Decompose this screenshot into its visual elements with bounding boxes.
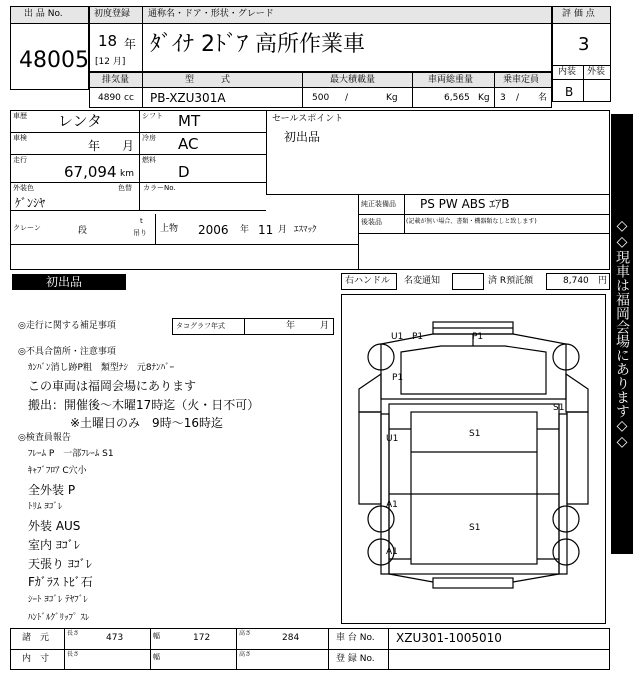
defect-line-2: この車両は福岡会場にあります	[28, 379, 197, 393]
rhd-label: 右ハンドル	[345, 276, 391, 286]
model-label: 通称名・ドア・形状・グレード	[148, 9, 274, 19]
inspector-line-3: 全外装 P	[28, 483, 76, 497]
tachograph-label: タコグラフ年式	[176, 322, 225, 330]
length-value: 473	[106, 633, 124, 643]
mark-s1-center: S1	[469, 429, 481, 439]
capacity-slash: /	[516, 93, 520, 103]
defect-line-3: 搬出：開催後～木曜17時迄（火・日不可）	[28, 398, 260, 412]
mark-a1-bottom: A1	[386, 547, 398, 557]
name-change-label: 名変通知	[404, 276, 441, 286]
inspector-line-1: ﾌﾚｰﾑ P 一部ﾌﾚｰﾑ S1	[28, 449, 114, 459]
inspector-line-7: 天張り ﾖｺﾞﾚ	[28, 557, 92, 571]
dimensions-label: 諸 元	[22, 633, 50, 643]
inspection-label: 車検	[13, 134, 27, 142]
mileage-unit: km	[120, 169, 134, 179]
capacity-label: 乗車定員	[503, 75, 540, 85]
shift-value: MT	[178, 112, 201, 130]
model-code: PB-XZU301A	[150, 91, 226, 105]
defect-line-1: ｶﾝﾊﾞﾝ消し跡P粗 類型ﾅｼ 元8ﾅﾝﾊﾞｰ	[28, 363, 175, 373]
inspector-line-2: ｷｬﾌﾞﾌﾛｱ C穴小	[28, 466, 87, 476]
body-month-unit: 月	[278, 225, 288, 235]
lot-number: 48005	[19, 48, 89, 73]
inspection-month-unit: 月	[122, 139, 135, 153]
side-notice-text: ◇◇現車は福岡会場にあります◇◇	[614, 218, 630, 450]
capacity-value: 3	[500, 93, 506, 103]
width-label: 幅	[153, 632, 160, 640]
first-listing-text: 初出品	[46, 275, 83, 289]
mileage-value: 67,094	[64, 163, 117, 181]
mark-p1-top: P1	[412, 332, 424, 342]
max-load-unit: Kg	[386, 93, 398, 103]
max-load-slash: /	[345, 93, 349, 103]
inner-dimensions-label: 内 寸	[22, 654, 50, 664]
interior-label: 内装	[558, 67, 577, 77]
inspector-line-8: Fｶﾞﾗｽ ﾄﾋﾞ石	[28, 575, 93, 589]
crane-lift-unit: 吊り	[133, 229, 147, 237]
interior-score: B	[565, 85, 574, 99]
name-change-box	[452, 273, 484, 290]
mark-u1-mid: U1	[386, 434, 399, 444]
mileage-label: 走行	[13, 156, 27, 164]
width-value: 172	[193, 633, 211, 643]
inspector-title: ◎検査員報告	[18, 433, 71, 443]
inspector-line-5: 外装 AUS	[28, 519, 81, 533]
gross-weight-unit: Kg	[478, 93, 490, 103]
body-month: 11	[258, 223, 274, 237]
first-reg-year-unit: 年	[124, 37, 137, 51]
recycle-unit: 円	[598, 276, 608, 286]
aftermarket-note: (記載が無い場合、書類・機器類なしと致します)	[406, 218, 537, 225]
crane-ton-unit: t	[140, 217, 143, 225]
defects-title: ◎不具合箇所・注意事項	[18, 347, 116, 357]
inspector-line-4: ﾄﾘﾑ ﾖｺﾞﾚ	[28, 502, 63, 512]
color-label: 外装色	[13, 184, 34, 192]
tachograph-month-unit: 月	[320, 321, 330, 331]
mark-p1-left: P1	[392, 373, 404, 383]
reg-no-label: 登 録 No.	[336, 654, 375, 664]
mark-s1-lower: S1	[469, 523, 481, 533]
inner-width-label: 幅	[153, 653, 160, 661]
fuel-value: D	[178, 163, 190, 181]
mark-a1-left: A1	[386, 500, 398, 510]
color-change-label: 色替	[118, 184, 132, 192]
recycle-label: 済 R預託額	[488, 276, 534, 286]
mark-s1-right: S1	[553, 403, 565, 413]
sales-point: 初出品	[284, 130, 321, 144]
inspector-line-6: 室内 ﾖｺﾞﾚ	[28, 538, 80, 552]
defect-line-4: ※土曜日のみ 9時～16時迄	[70, 416, 223, 430]
history-label: 車歴	[13, 112, 27, 120]
shift-label: シフト	[142, 112, 163, 120]
body-year-unit: 年	[240, 225, 250, 235]
inspector-line-10: ﾊﾝﾄﾞﾙｸﾞﾘｯﾌﾟ ｽﾚ	[28, 613, 90, 623]
inner-height-label: 高さ	[239, 651, 252, 658]
equipment-label: 純正装備品	[361, 200, 396, 208]
first-reg-year: 18	[98, 32, 118, 50]
ac-value: AC	[178, 135, 199, 153]
body-label: 上物	[160, 224, 179, 234]
capacity-unit: 名	[538, 93, 548, 103]
first-reg-label: 初度登録	[94, 9, 131, 19]
max-load-value: 500	[312, 93, 330, 103]
color-value: ｹﾞﾝｼﾔ	[15, 196, 46, 210]
body-maker: ｴｽﾏｯｸ	[294, 225, 317, 235]
eval-label: 評 価 点	[562, 9, 595, 19]
gross-weight-label: 車両総重量	[428, 75, 474, 85]
mark-u1-top: U1	[391, 332, 404, 342]
height-value: 284	[282, 633, 300, 643]
length-label: 長さ	[67, 630, 80, 637]
body-year: 2006	[198, 223, 229, 237]
aftermarket-label: 後装品	[361, 218, 382, 226]
tachograph-year-unit: 年	[286, 321, 296, 331]
model-code-label: 型 式	[185, 75, 231, 85]
max-load-label: 最大積載量	[330, 75, 376, 85]
fuel-label: 燃料	[142, 156, 156, 164]
color-no-label: カラーNo.	[143, 184, 176, 192]
exterior-label: 外装	[587, 67, 606, 77]
inspector-line-9: ｼｰﾄ ﾖｺﾞﾚ ﾃﾔﾌﾞﾚ	[28, 595, 88, 605]
inner-length-label: 長さ	[67, 651, 80, 658]
height-label: 高さ	[239, 630, 252, 637]
history-value: レンタ	[58, 112, 103, 130]
side-notice-banner	[611, 114, 633, 554]
recycle-amount: 8,740	[563, 276, 589, 286]
truck-diagram	[341, 294, 606, 624]
chassis-number: XZU301-1005010	[396, 631, 502, 645]
displacement-value: 4890	[98, 93, 121, 103]
first-reg-month: [12 月]	[95, 57, 126, 67]
gross-weight-value: 6,565	[444, 93, 470, 103]
model-name: ﾀﾞｲﾅ 2ﾄﾞｱ 高所作業車	[150, 32, 365, 57]
supplement-title: ◎走行に関する補足事項	[18, 321, 116, 331]
lot-no-label: 出 品 No.	[24, 9, 63, 19]
displacement-unit: cc	[124, 93, 134, 103]
equipment-value: PS PW ABS ｴｱB	[420, 197, 510, 211]
sales-point-label: セールスポイント	[272, 114, 344, 124]
inspection-year-unit: 年	[88, 139, 101, 153]
crane-label: クレーン	[13, 224, 41, 232]
displacement-label: 排気量	[102, 75, 130, 85]
crane-stage-unit: 段	[78, 226, 88, 236]
ac-label: 冷房	[142, 134, 156, 142]
mark-p1-top2: P1	[472, 332, 484, 342]
chassis-label: 車 台 No.	[336, 633, 375, 643]
eval-score: 3	[578, 34, 590, 55]
